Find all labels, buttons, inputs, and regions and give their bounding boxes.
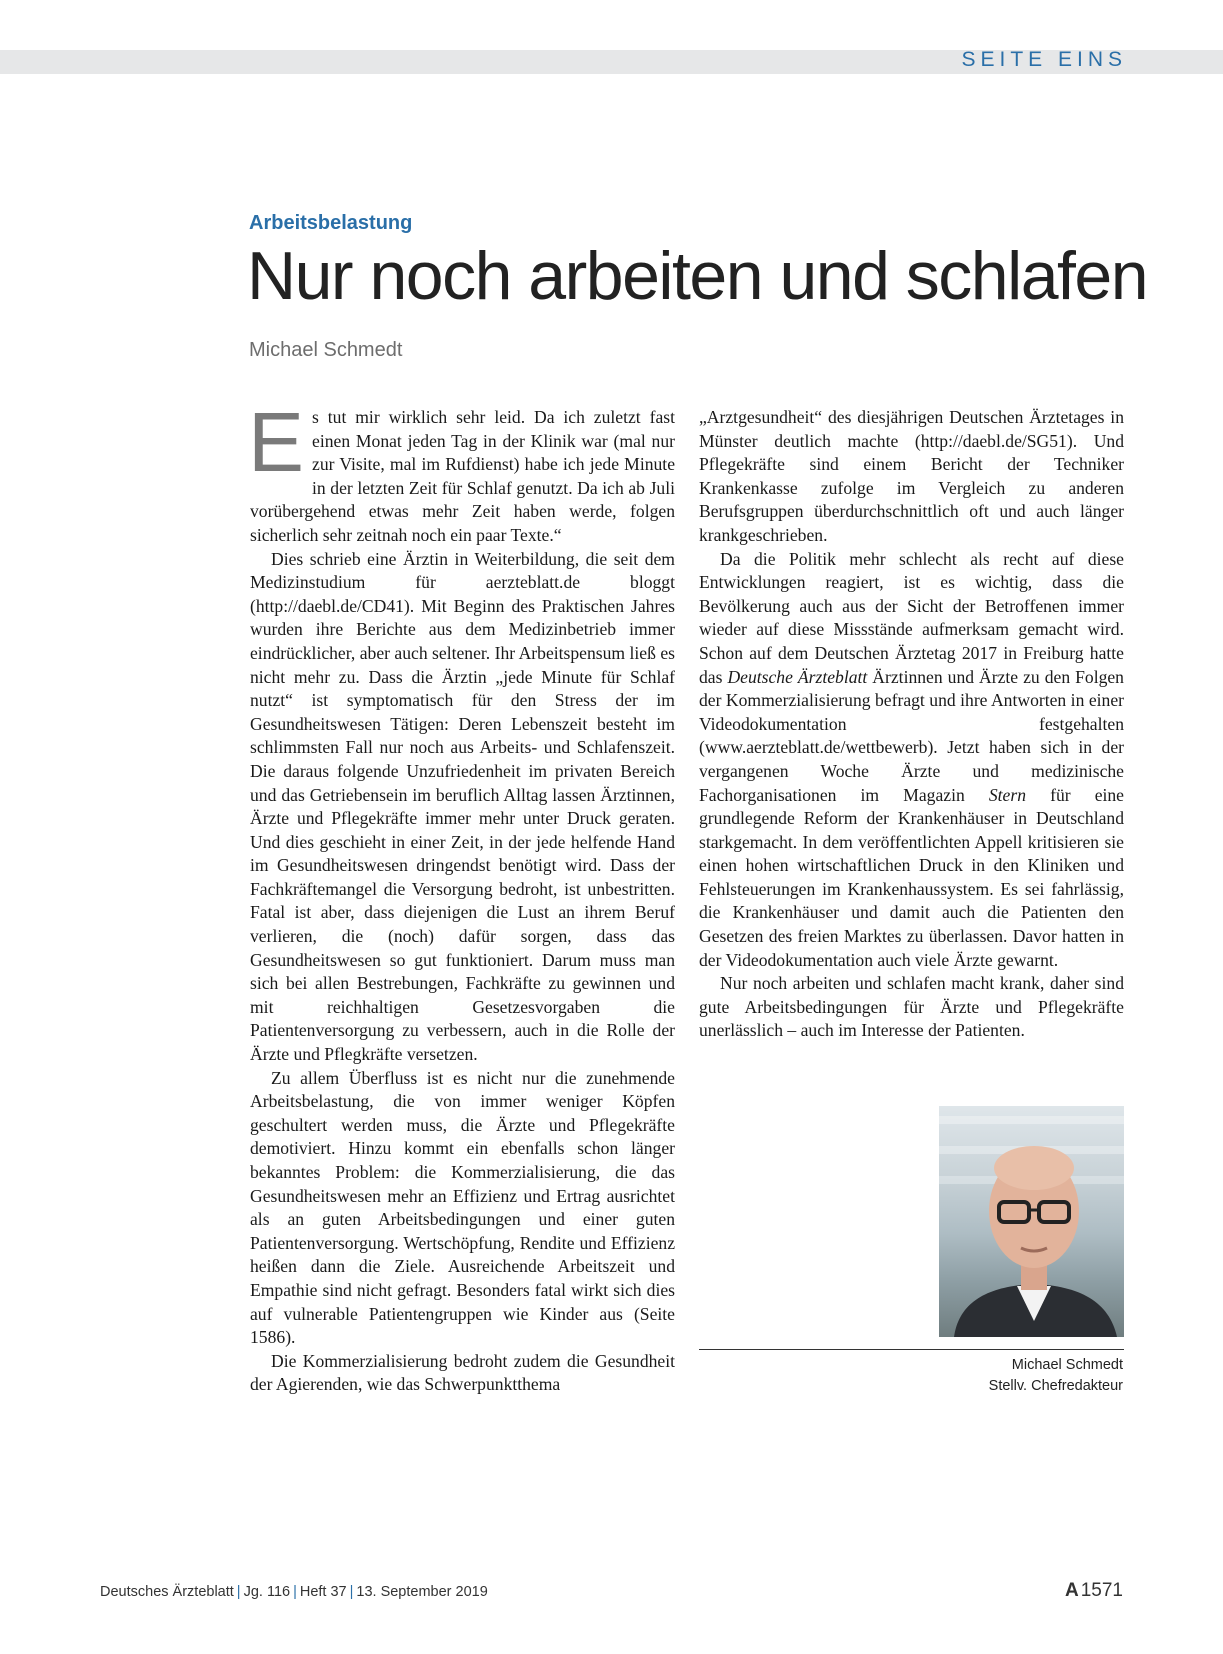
page-number-value: 1571	[1080, 1580, 1123, 1601]
footer-issue: Heft 37	[299, 1584, 347, 1600]
paragraph-text: Ärztinnen und Ärzte zu den Folgen der Kommerzialisierung befragt und ihre Antworten in einer Videodokumentation festgehalten (www.aerzteblatt.de/wettbewerb). Jetzt haben sich in der vergangenen Woche Ärzte und medizinische Fachorganisationen im Magazin	[699, 666, 1124, 805]
page-number	[1065, 1580, 1123, 1602]
article-kicker: Arbeitsbelastung	[249, 212, 413, 234]
paragraph	[248, 395, 675, 548]
publication-name: Deutsche Ärzteblatt	[727, 666, 868, 687]
footer-separator: |	[293, 1584, 297, 1600]
footer-volume: Jg. 116	[243, 1584, 291, 1600]
paragraph: Zu allem Überfluss ist es nicht nur die zunehmende Arbeitsbelastung, die von immer weniger Köpfen geschultert werden muss, die Ärzte und Pflegekräfte demotiviert. Hinzu kommt ein ebenfalls schon länger bekanntes Problem: die Kommerzialisierung, die das Gesundheitswesen mehr an Effizienz und Ertrag ausrichtet als an guten Arbeitsbedingungen und einer guten Patientenversorgung. Wertschöpfung, Rendite und Effizienz heißen dann die Ziele. Ausreichende Arbeitszeit und Empathie sind nicht gefragt. Besonders fatal wirkt sich dies auf vulnerable Patientengruppen wie Kinder aus (Seite 1586).	[250, 1067, 675, 1348]
article-author: Michael Schmedt	[249, 339, 403, 361]
article-column-left	[248, 395, 675, 1397]
magazine-name: Stern	[988, 784, 1026, 805]
footer-separator: |	[349, 1584, 354, 1600]
paragraph: Die Kommerzialisierung bedroht zudem die Gesundheit der Agierenden, wie das Schwerpunktthema	[250, 1350, 675, 1395]
paragraph	[699, 548, 1124, 973]
author-portrait	[939, 1106, 1124, 1337]
caption-role: Stellv. Chefredakteur	[988, 1378, 1123, 1394]
photo-caption	[989, 1355, 1123, 1397]
caption-rule	[699, 1349, 1124, 1350]
section-label: SEITE EINS	[961, 48, 1127, 71]
page-prefix: A	[1064, 1580, 1079, 1601]
footer-journal: Deutsches Ärzteblatt	[100, 1584, 234, 1600]
paragraph-text: Da die Politik mehr schlecht als recht auf diese Entwicklungen reagiert, ist es wichtig, dass die Bevölkerung auch aus der Sicht der Betroffenen immer wieder auf diese Missstände aufmerksam gemacht wird. Schon auf dem Deutschen Ärztetag 2017 in Freiburg hatte das	[699, 548, 1124, 687]
drop-cap: E	[248, 395, 305, 489]
paragraph: Nur noch arbeiten und schlafen macht krank, daher sind gute Arbeitsbedingungen für Ärzte und Pflegekräfte unerlässlich – auch im Interesse der Patienten.	[699, 973, 1124, 1041]
article-column-right	[699, 406, 1124, 1043]
footer-citation	[100, 1584, 488, 1600]
paragraph-text: für eine grundlegende Reform der Krankenhäuser in Deutschland starkgemacht. In dem veröffentlichten Appell kritisieren sie einen hohen wirtschaftlichen Druck in den Kliniken und Fehlsteuerungen im Krankenhaussystem. Es sei fahrlässig, die Krankenhäuser und damit auch die Patienten den Gesetzen des freien Marktes zu überlassen. Davor hatten in der Videodokumentation auch viele Ärzte gewarnt.	[699, 784, 1124, 970]
paragraph: „Arztgesundheit“ des diesjährigen Deutschen Ärztetages in Münster deutlich machte (http://daebl.de/SG51). Und Pflegekräfte sind einem Bericht der Techniker Krankenkasse zufolge im Vergleich zu anderen Berufsgruppen überdurchschnittlich oft und auch länger krankgeschrieben.	[699, 407, 1124, 545]
portrait-illustration	[939, 1106, 1124, 1337]
article-title: Nur noch arbeiten und schlafen	[247, 238, 1148, 314]
caption-name: Michael Schmedt	[1011, 1357, 1123, 1373]
paragraph: Dies schrieb eine Ärztin in Weiterbildung, die seit dem Medizinstudium für aerzteblatt.de bloggt (http://daebl.de/CD41). Mit Beginn des Praktischen Jahres wurden ihre Berichte aus dem Medizinbetrieb immer eindrücklicher, aber auch seltener. Ihr Arbeitspensum ließ es nicht mehr zu. Dass die Ärztin „jede Minute für Schlaf nutzt“ ist symptomatisch für den Stress der im Gesundheitswesen Tätigen: Deren Lebenszeit besteht im schlimmsten Fall nur noch aus Arbeits- und Schlafenszeit. Die daraus folgende Unzufriedenheit im privaten Bereich und das Getriebensein im beruflich Alltag lassen Ärztinnen, Ärzte und Pflegekräfte immer mehr unter Druck geraten. Und dies geschieht in einer Zeit, in der jede helfende Hand im Gesundheitswesen dringendst benötigt wird. Dass der Fachkräftemangel die Versorgung bedroht, ist unbestritten. Fatal ist aber, dass diejenigen die Lust an ihrem Beruf verlieren, die (noch) dafür sorgen, dass das Gesundheitswesen so gut funktioniert. Darum muss man sich bei allen Bestrebungen, Fachkräfte zu gewinnen und mit reichhaltigen Gesetzesvorgaben die Patientenversorgung zu verbessern, auch in die Rolle der Ärzte und Pflegkräfte versetzen.	[250, 548, 675, 1065]
footer-separator: |	[236, 1584, 241, 1600]
footer-date: 13. September 2019	[356, 1584, 488, 1600]
paragraph-text: s tut mir wirklich sehr leid. Da ich zuletzt fast einen Monat jeden Tag in der Klinik war (mal nur zur Visite, mal im Rufdienst) habe ich jede Minute in der letzten Zeit für Schlaf genutzt. Da ich ab Juli vorübergehend etwas mehr Zeit haben werde, folgen sicherlich sehr zeitnah noch ein paar Texte.“	[250, 407, 675, 545]
